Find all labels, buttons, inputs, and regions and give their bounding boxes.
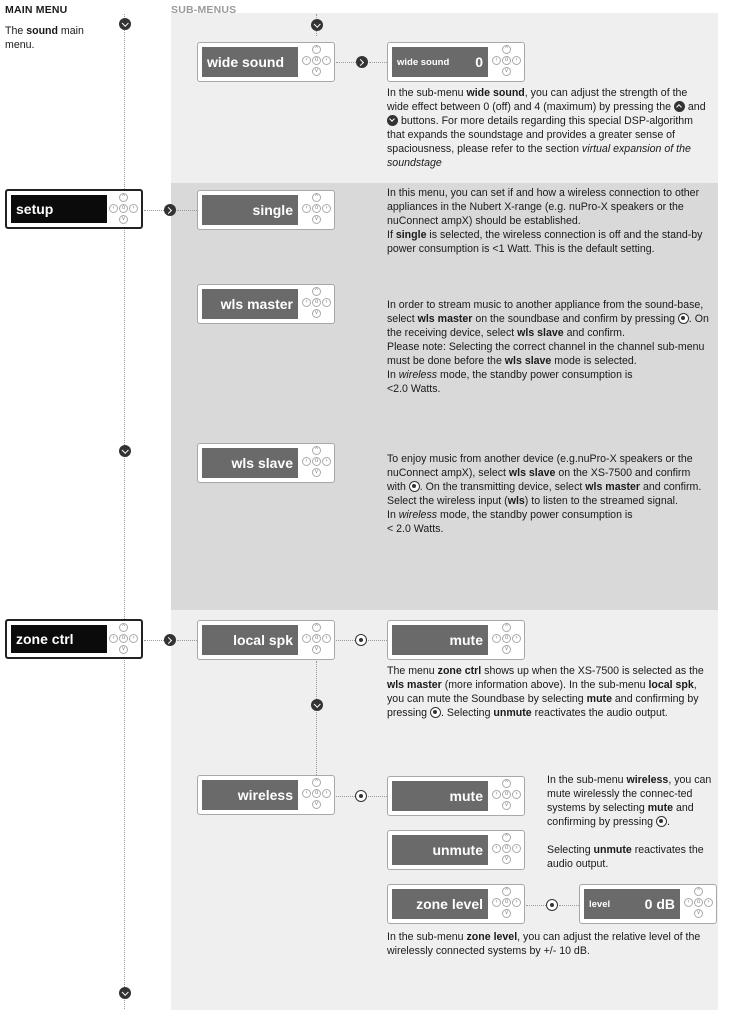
navigation-pad-icon: ^ ‹ o › v xyxy=(302,45,332,77)
ok-icon xyxy=(355,790,367,802)
unmute-menu[interactable] xyxy=(387,830,525,870)
chevron-down-icon xyxy=(311,699,323,711)
ok-icon xyxy=(546,899,558,911)
connector xyxy=(336,62,356,63)
level-value-menu[interactable] xyxy=(579,884,717,924)
wide-sound-value-menu[interactable] xyxy=(387,42,525,82)
navigation-pad-icon: ^ ‹ o › v xyxy=(684,887,714,919)
local-spk-display: local spk xyxy=(202,625,298,655)
sub-menus-header: SUB-MENUS xyxy=(171,4,237,16)
navigation-pad-icon: ^ ‹ o › v xyxy=(492,623,522,655)
connector xyxy=(368,796,387,797)
zone-ctrl-display: zone ctrl xyxy=(11,625,107,653)
local-spk-menu[interactable] xyxy=(197,620,335,660)
wide-sound-value-display: wide sound 0 xyxy=(392,47,488,77)
zone-level-display: zone level xyxy=(392,889,488,919)
wls-master-display: wls master xyxy=(202,289,298,319)
wls-slave-display: wls slave xyxy=(202,448,298,478)
connector xyxy=(144,210,164,211)
connector xyxy=(559,905,579,906)
navigation-pad-icon: ^ ‹ o › v xyxy=(492,833,522,865)
navigation-pad-icon: ^ ‹ o › v xyxy=(492,779,522,811)
navigation-pad-icon: ^ ‹ o › v xyxy=(302,446,332,478)
zone-level-menu[interactable] xyxy=(387,884,525,924)
ok-button-icon xyxy=(656,816,667,827)
ok-button-icon xyxy=(430,707,441,718)
zone-ctrl-menu[interactable] xyxy=(5,619,143,659)
chevron-down-icon xyxy=(119,987,131,999)
chevron-right-icon xyxy=(356,56,368,68)
wireless-mute-menu[interactable] xyxy=(387,776,525,816)
wide-sound-display: wide sound xyxy=(202,47,298,77)
navigation-pad-icon: ^ ‹ o › v xyxy=(302,778,332,810)
chevron-down-icon xyxy=(311,19,323,31)
unmute-description: Selecting unmute reactivates the audio output. xyxy=(547,844,704,870)
connector xyxy=(369,62,387,63)
navigation-pad-icon: ^ ‹ o › v xyxy=(302,193,332,225)
chevron-down-icon xyxy=(119,18,131,30)
connector xyxy=(336,796,355,797)
wls-slave-description: To enjoy music from another device (e.g.nuPro-X speakers or the nuConnect ampX), select wls slave on the XS-7500 and confirm with . On the transmitting device, select wls master and confirm. Select the wireless input (wls) to listen to the streamed signal. In wireless mode, the standby power consumption is < 2.0 Watts. xyxy=(387,453,702,535)
wireless-menu[interactable] xyxy=(197,775,335,815)
ok-button-icon xyxy=(678,313,689,324)
wide-sound-menu[interactable] xyxy=(197,42,335,82)
main-menu-line xyxy=(124,14,125,1009)
unmute-display: unmute xyxy=(392,835,488,865)
wls-master-menu[interactable] xyxy=(197,284,335,324)
chevron-right-icon xyxy=(164,634,176,646)
wireless-display: wireless xyxy=(202,780,298,810)
main-menu-header: MAIN MENU xyxy=(5,4,68,16)
setup-display: setup xyxy=(11,195,107,223)
connector xyxy=(368,640,387,641)
setup-menu[interactable] xyxy=(5,189,143,229)
mute-display: mute xyxy=(392,625,488,655)
sound-intro: The sound main menu. xyxy=(5,25,84,51)
up-button-icon xyxy=(674,101,685,112)
ok-icon xyxy=(355,634,367,646)
connector xyxy=(144,640,164,641)
navigation-pad-icon: ^ ‹ o › v xyxy=(302,287,332,319)
wls-master-description: In order to stream music to another appliance from the sound-base, select wls master on the soundbase and confirm by pressing . On the receiving device, select wls slave and confirm. Please note: Selecting the correct channel in the channel sub-menu must be done before the wls slave mode is selected. In wireless mode, the standby power consumption is <2.0 Watts. xyxy=(387,299,709,395)
wls-slave-menu[interactable] xyxy=(197,443,335,483)
chevron-down-icon xyxy=(119,445,131,457)
navigation-pad-icon: ^ ‹ o › v xyxy=(492,887,522,919)
ok-button-icon xyxy=(409,481,420,492)
connector xyxy=(177,640,197,641)
level-value-display: level 0 dB xyxy=(584,889,680,919)
connector xyxy=(336,640,355,641)
down-button-icon xyxy=(387,115,398,126)
wireless-description: In the sub-menu wireless, you can mute wirelessly the connec-ted systems by selecting mute and confirming by pressing . xyxy=(547,774,712,828)
mute-menu[interactable] xyxy=(387,620,525,660)
local-spk-description: The menu zone ctrl shows up when the XS-7500 is selected as the wls master (more information above). In the sub-menu local spk, you can mute the Soundbase by selecting mute and confirming by pressing . Selecting unmute reactivates the audio output. xyxy=(387,665,704,719)
navigation-pad-icon: ^ ‹ o › v xyxy=(109,623,139,655)
connector xyxy=(177,210,197,211)
navigation-pad-icon: ^ ‹ o › v xyxy=(492,45,522,77)
connector xyxy=(526,905,546,906)
navigation-pad-icon: ^ ‹ o › v xyxy=(109,193,139,225)
wide-sound-description: In the sub-menu wide sound, you can adjust the strength of the wide effect between 0 (off) and 4 (maximum) by pressing the and buttons. For more details regarding this special DSP-algorithm that expands the soundstage and provides a greater sense of spaciousness, please refer to the section virtual expansion of the soundstage xyxy=(387,87,706,169)
navigation-pad-icon: ^ ‹ o › v xyxy=(302,623,332,655)
single-display: single xyxy=(202,195,298,225)
zone-sub-line xyxy=(316,661,317,775)
single-menu[interactable] xyxy=(197,190,335,230)
wireless-mute-display: mute xyxy=(392,781,488,811)
chevron-right-icon xyxy=(164,204,176,216)
zone-level-description: In the sub-menu zone level, you can adjust the relative level of the wirelessly connected systems by +/- 10 dB. xyxy=(387,931,701,957)
single-description: In this menu, you can set if and how a wireless connection to other appliances in the Nubert X-range (e.g. nuPro-X speakers or the nuConnect ampX) should be established. If single is selected, the wireless connection is off and the stand-by power consumption is <1 Watt. This is the default setting. xyxy=(387,187,703,255)
